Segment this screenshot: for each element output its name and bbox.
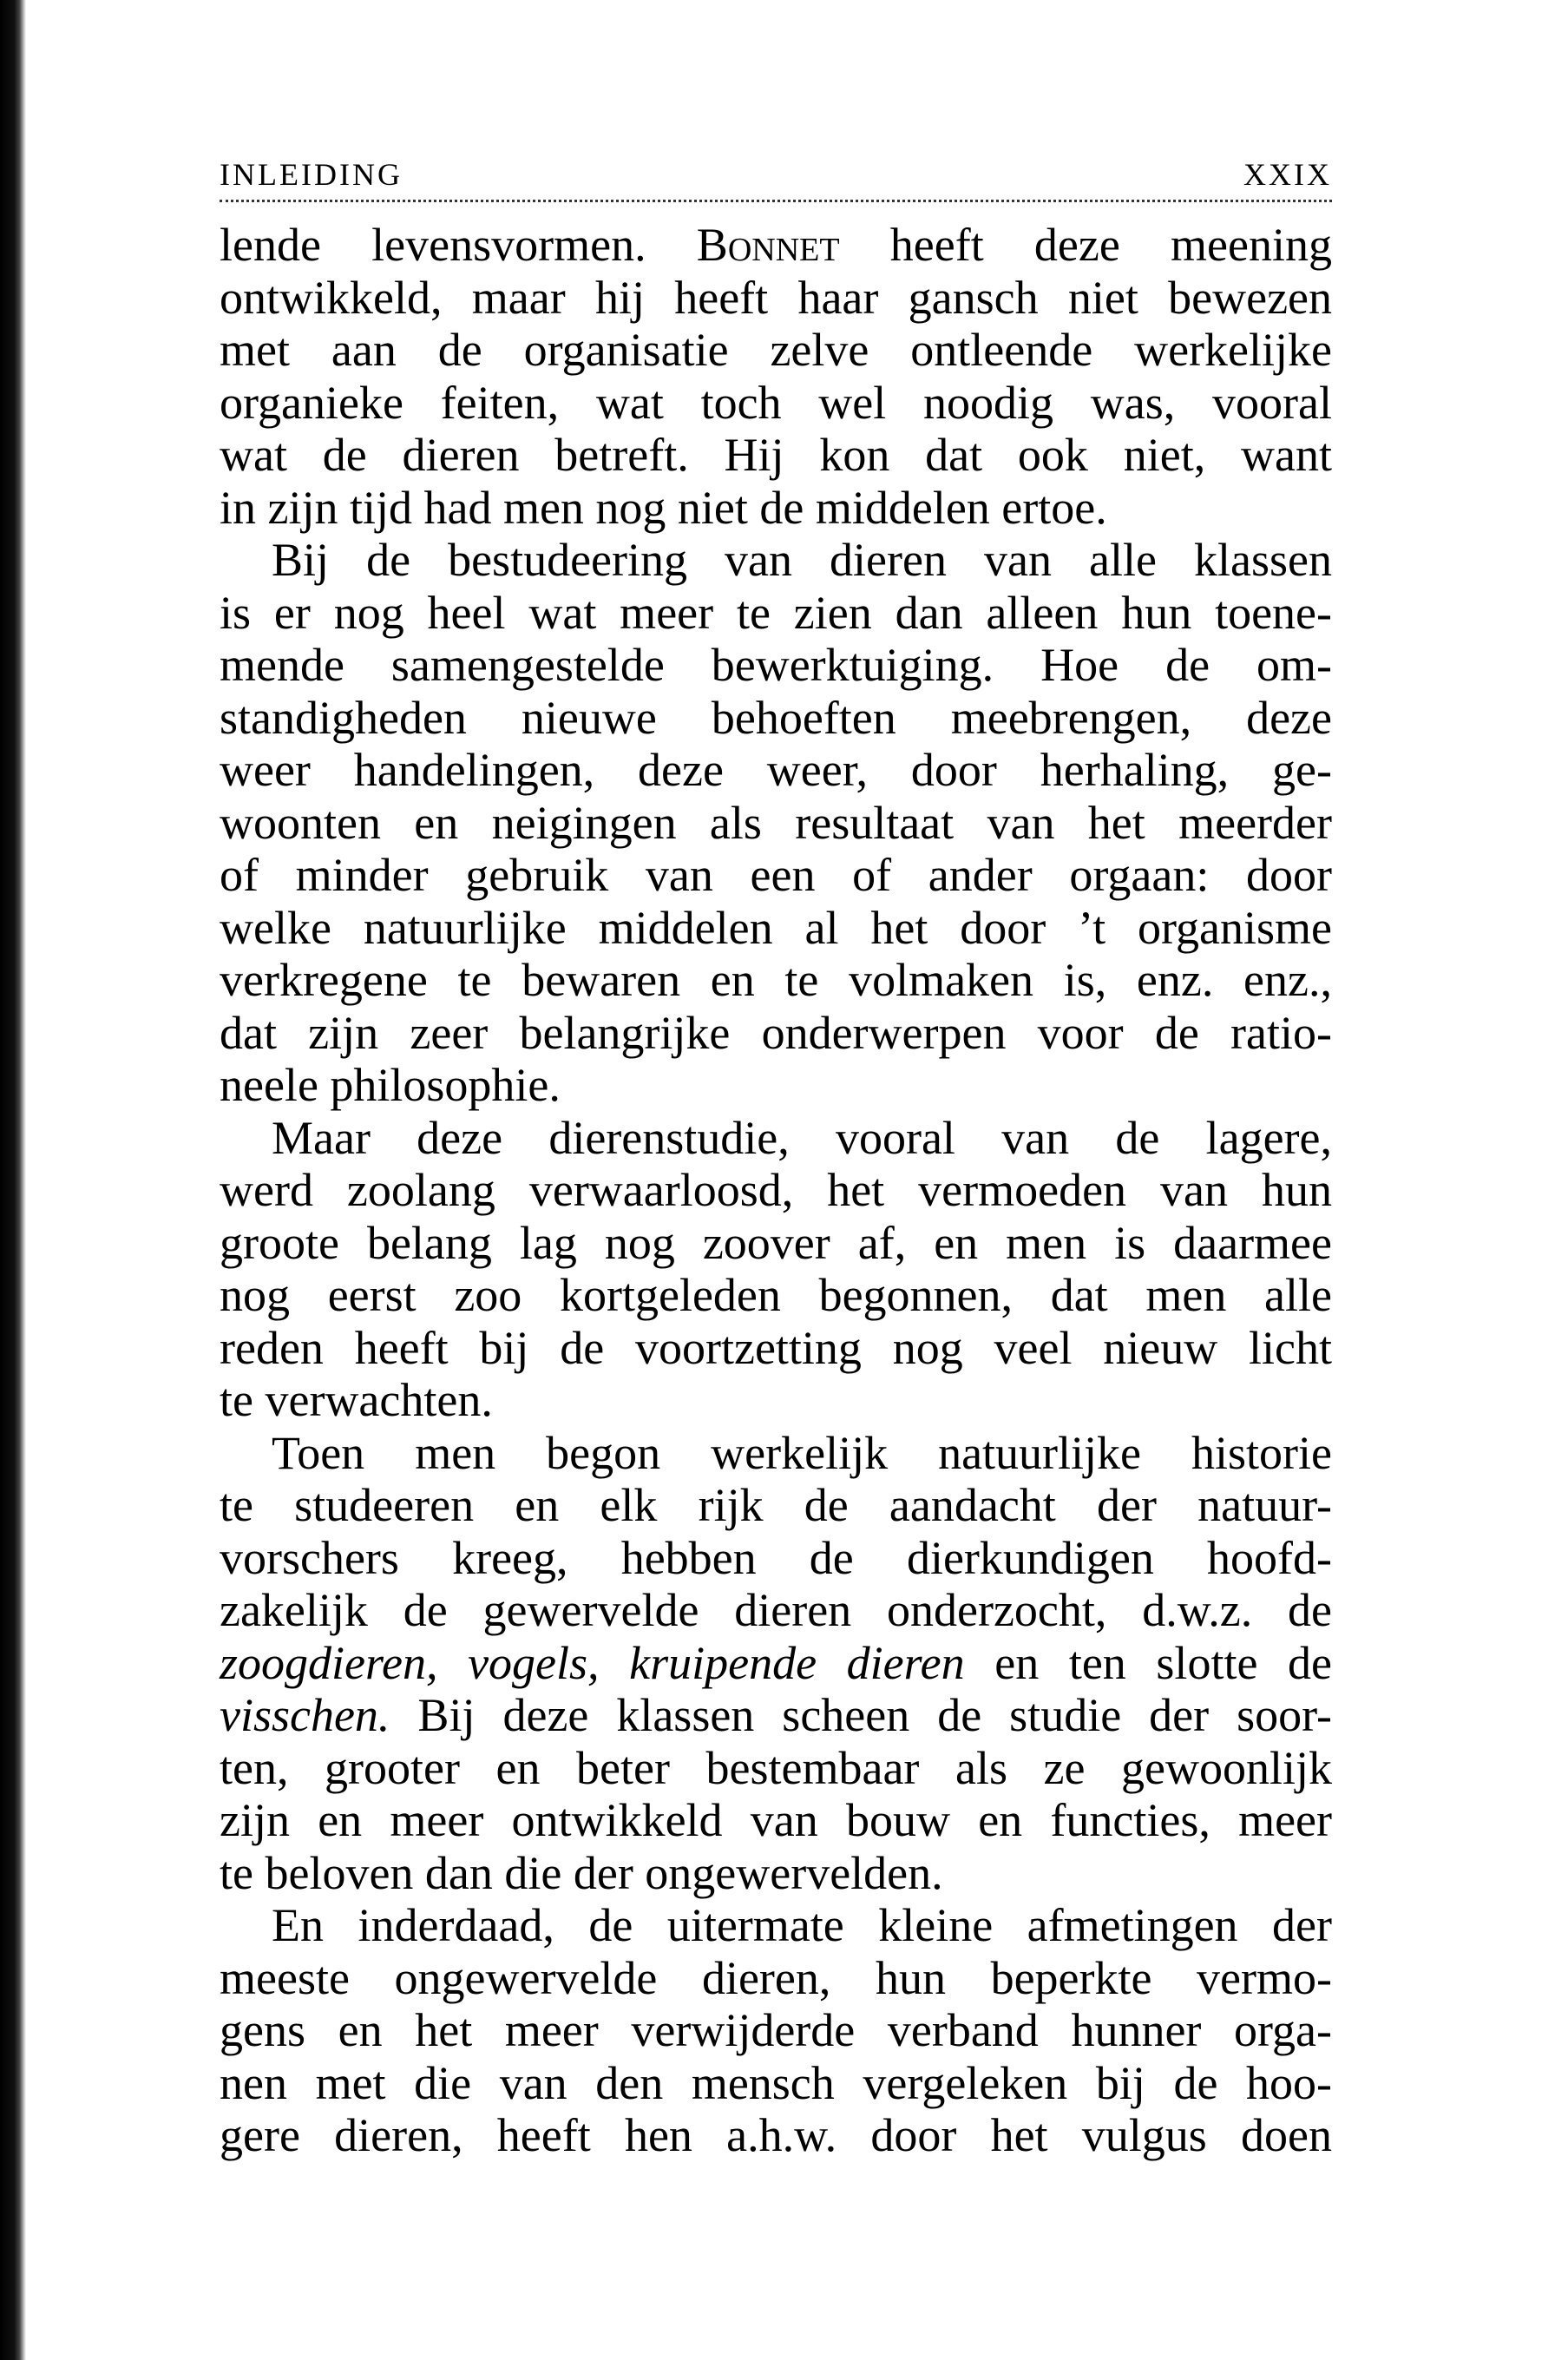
header-divider bbox=[220, 200, 1332, 202]
text-line bbox=[220, 797, 1332, 850]
text-segment: zakelijk de gewervelde dieren onderzocht, d.w.z. de bbox=[220, 1584, 1332, 1636]
text-line bbox=[220, 1899, 1332, 1952]
text-line bbox=[220, 1689, 1332, 1742]
text-line bbox=[220, 1164, 1332, 1217]
text-line bbox=[220, 534, 1332, 587]
text-line bbox=[220, 429, 1332, 482]
text-segment: heeft deze meening bbox=[839, 219, 1332, 271]
text-line bbox=[220, 902, 1332, 955]
text-line bbox=[220, 219, 1332, 272]
text-segment: wat de dieren betreft. Hij kon dat ook niet, want bbox=[220, 429, 1332, 481]
text-line bbox=[220, 1374, 1332, 1427]
text-segment: werd zoolang verwaarloosd, het vermoeden van hun bbox=[220, 1164, 1332, 1216]
text-line bbox=[220, 1059, 1332, 1112]
text-line bbox=[220, 2057, 1332, 2110]
text-segment: neele philosophie. bbox=[220, 1059, 561, 1111]
text-line bbox=[220, 587, 1332, 640]
text-line bbox=[220, 1479, 1332, 1532]
text-line bbox=[220, 377, 1332, 430]
text-segment: te verwachten. bbox=[220, 1374, 493, 1426]
text-segment: woonten en neigingen als resultaat van het meerder bbox=[220, 796, 1332, 849]
text-segment: organieke feiten, wat toch wel noodig was, vooral bbox=[220, 376, 1332, 429]
text-line bbox=[220, 1322, 1332, 1375]
text-segment: groote belang lag nog zoover af, en men is daarmee bbox=[220, 1216, 1332, 1269]
text-segment: met aan de organisatie zelve ontleende werkelijke bbox=[220, 324, 1332, 376]
text-segment: lende levensvormen. bbox=[220, 219, 697, 271]
text-segment: of minder gebruik van een of ander orgaan: door bbox=[220, 849, 1332, 901]
text-segment: is er nog heel wat meer te zien dan alleen hun toene- bbox=[220, 586, 1332, 639]
text-line bbox=[220, 2109, 1332, 2162]
text-line bbox=[220, 1847, 1332, 1900]
text-segment: nen met die van den mensch vergeleken bij de hoo- bbox=[220, 2056, 1332, 2109]
text-line bbox=[220, 692, 1332, 745]
text-line bbox=[220, 1269, 1332, 1322]
text-segment: Bij de bestudeering van dieren van alle klassen bbox=[272, 534, 1332, 586]
running-head-title: INLEIDING bbox=[220, 157, 403, 192]
text-segment: ontwikkeld, maar hij heeft haar gansch niet bewezen bbox=[220, 271, 1332, 324]
text-line bbox=[220, 1217, 1332, 1270]
text-segment: te beloven dan die der ongewervelden. bbox=[220, 1846, 943, 1899]
text-line bbox=[220, 1007, 1332, 1060]
text-line bbox=[220, 272, 1332, 325]
text-segment: in zijn tijd had men nog niet de middelen ertoe. bbox=[220, 481, 1107, 534]
text-line bbox=[220, 1532, 1332, 1585]
text-segment: weer handelingen, deze weer, door herhaling, ge- bbox=[220, 744, 1332, 796]
text-segment: En inderdaad, de uitermate kleine afmetingen der bbox=[272, 1899, 1332, 1951]
text-line bbox=[220, 1637, 1332, 1690]
text-line bbox=[220, 1742, 1332, 1795]
text-segment: en ten slotte de bbox=[964, 1636, 1332, 1689]
text-segment: gere dieren, heeft hen a.h.w. door het vulgus doen bbox=[220, 2109, 1332, 2161]
body-text bbox=[220, 219, 1332, 2162]
text-segment: reden heeft bij de voortzetting nog veel nieuw licht bbox=[220, 1321, 1332, 1374]
text-segment: vorschers kreeg, hebben de dierkundigen hoofd- bbox=[220, 1531, 1332, 1584]
text-line bbox=[220, 482, 1332, 535]
text-segment: zijn en meer ontwikkeld van bouw en functies, meer bbox=[220, 1794, 1332, 1846]
small-caps-name: Bonnet bbox=[696, 219, 840, 271]
text-line bbox=[220, 1427, 1332, 1480]
text-segment: Maar deze dierenstudie, vooral van de lagere, bbox=[272, 1111, 1332, 1164]
text-line bbox=[220, 2004, 1332, 2057]
text-segment: dat zijn zeer belangrijke onderwerpen voor de ratio- bbox=[220, 1006, 1332, 1059]
text-line bbox=[220, 1794, 1332, 1847]
text-segment: verkregene te bewaren en te volmaken is, enz. enz., bbox=[220, 954, 1332, 1006]
text-line bbox=[220, 954, 1332, 1007]
text-segment: mende samengestelde bewerktuiging. Hoe de om- bbox=[220, 639, 1332, 691]
text-segment: meeste ongewervelde dieren, hun beperkte vermo- bbox=[220, 1951, 1332, 2004]
page-binding-edge bbox=[0, 0, 26, 2360]
italic-text: visschen. bbox=[220, 1689, 390, 1741]
page-number: XXIX bbox=[1243, 157, 1332, 192]
text-line bbox=[220, 1584, 1332, 1637]
text-segment: Toen men begon werkelijk natuurlijke historie bbox=[272, 1426, 1332, 1479]
text-line bbox=[220, 639, 1332, 692]
running-head bbox=[220, 149, 1332, 200]
text-segment: ten, grooter en beter bestembaar als ze gewoonlijk bbox=[220, 1741, 1332, 1794]
text-segment: welke natuurlijke middelen al het door ’t organisme bbox=[220, 901, 1332, 954]
text-segment: nog eerst zoo kortgeleden begonnen, dat men alle bbox=[220, 1269, 1332, 1321]
text-line bbox=[220, 1112, 1332, 1165]
text-segment: Bij deze klassen scheen de studie der soor- bbox=[390, 1689, 1332, 1741]
text-line bbox=[220, 849, 1332, 902]
text-line bbox=[220, 744, 1332, 797]
text-segment: gens en het meer verwijderde verband hunner orga- bbox=[220, 2004, 1332, 2056]
text-line bbox=[220, 1952, 1332, 2005]
italic-text: zoogdieren, vogels, kruipende dieren bbox=[220, 1636, 965, 1689]
text-line bbox=[220, 324, 1332, 377]
text-segment: te studeeren en elk rijk de aandacht der natuur- bbox=[220, 1479, 1332, 1531]
text-segment: standigheden nieuwe behoeften meebrengen, deze bbox=[220, 691, 1332, 744]
